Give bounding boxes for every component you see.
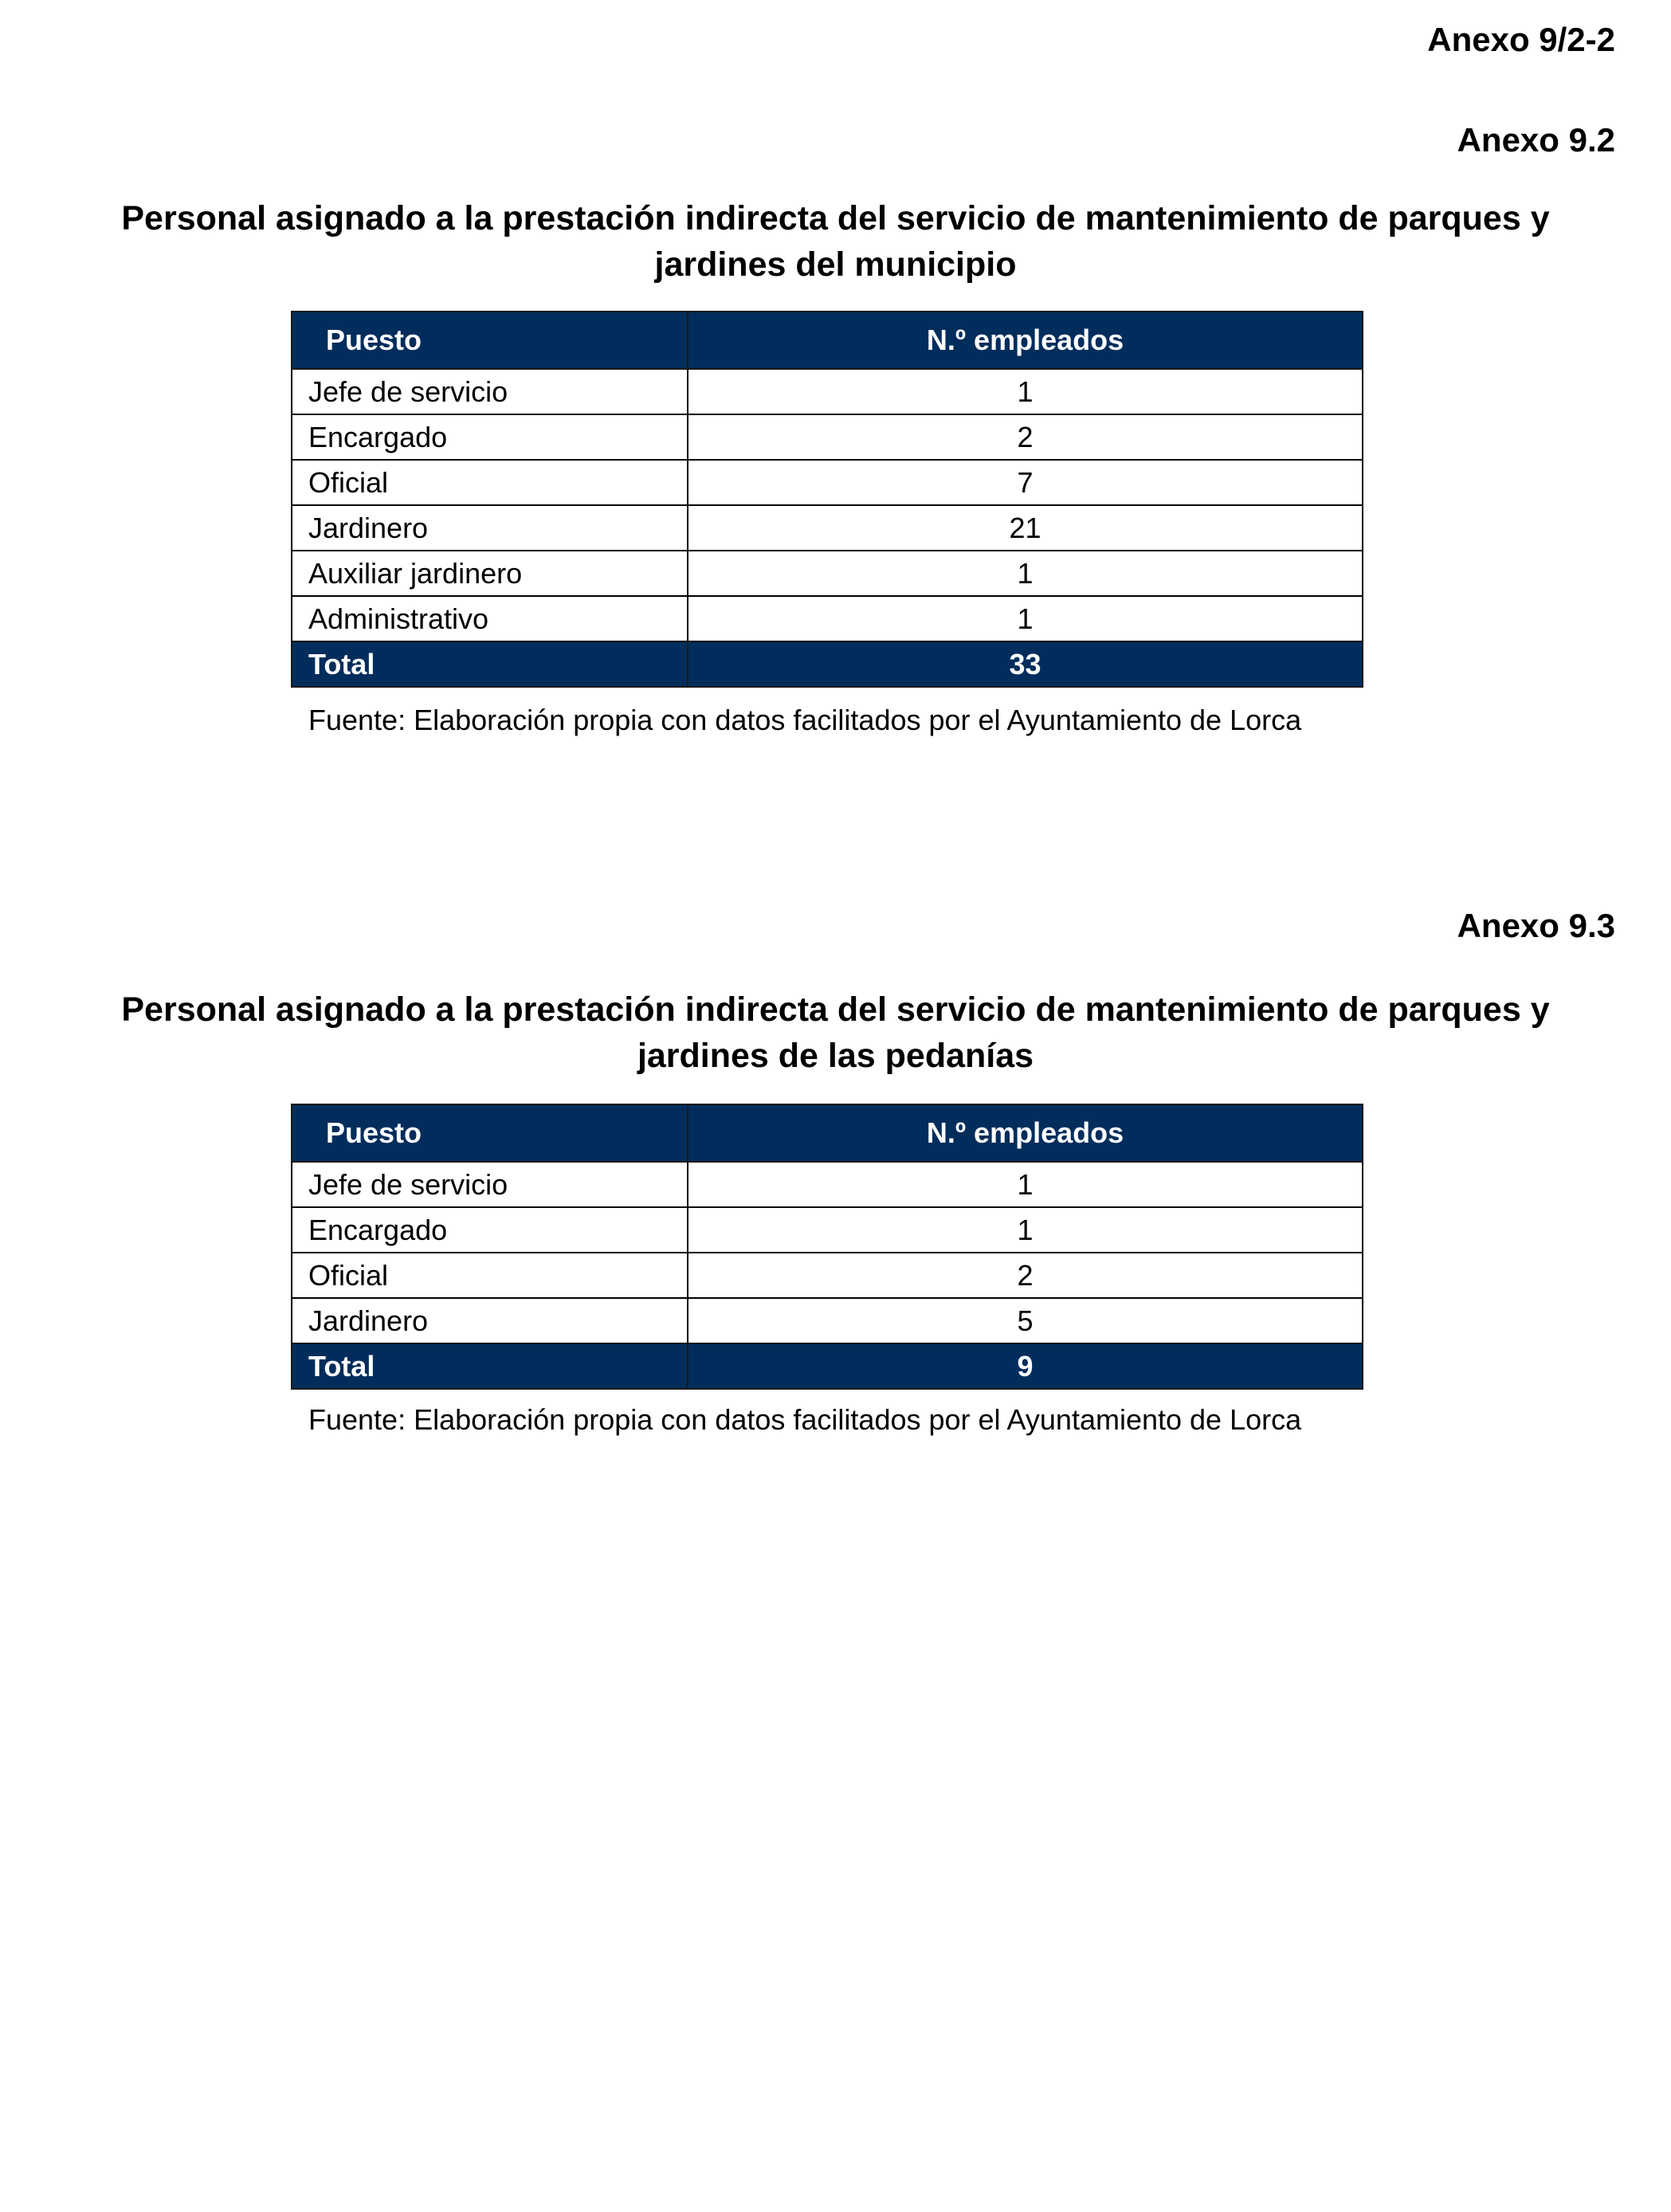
table-row	[292, 460, 1363, 505]
cell-count: 5	[688, 1298, 1363, 1343]
col-header-empleados: N.º empleados	[688, 1104, 1363, 1162]
cell-count: 21	[688, 505, 1363, 551]
cell-puesto: Oficial	[292, 460, 688, 505]
cell-puesto: Jardinero	[292, 505, 688, 551]
table-row	[292, 596, 1363, 641]
cell-puesto: Administrativo	[292, 596, 688, 641]
total-label: Total	[292, 641, 688, 687]
table-row	[292, 551, 1363, 596]
total-value: 33	[688, 641, 1363, 687]
cell-count: 1	[688, 1162, 1363, 1207]
col-header-empleados: N.º empleados	[688, 312, 1363, 369]
table-row	[292, 1298, 1363, 1343]
section-title-line1: Personal asignado a la prestación indirecta del servicio de mantenimiento de parques y	[121, 990, 1550, 1029]
section-title-9-2	[64, 195, 1607, 288]
cell-puesto: Jardinero	[292, 1298, 688, 1343]
table-header-row	[292, 1104, 1363, 1162]
table-total-row	[292, 1343, 1363, 1389]
table-row	[292, 1162, 1363, 1207]
table-row	[292, 414, 1363, 460]
annex-label-9-3: Anexo 9.3	[1457, 907, 1615, 944]
cell-count: 7	[688, 460, 1363, 505]
table-header-row	[292, 312, 1363, 369]
total-label: Total	[292, 1343, 688, 1389]
cell-puesto: Encargado	[292, 414, 688, 460]
cell-count: 1	[688, 596, 1363, 641]
col-header-puesto: Puesto	[292, 1104, 688, 1162]
section-title-line2: jardines de las pedanías	[637, 1037, 1034, 1075]
table-total-row	[292, 641, 1363, 687]
cell-puesto: Jefe de servicio	[292, 1162, 688, 1207]
section-title-line1: Personal asignado a la prestación indirecta del servicio de mantenimiento de parques y	[121, 199, 1550, 237]
cell-count: 1	[688, 1207, 1363, 1253]
source-note-9-3: Fuente: Elaboración propia con datos facilitados por el Ayuntamiento de Lorca	[308, 1403, 1302, 1436]
annex-reference: Anexo 9/2-2	[1427, 21, 1615, 58]
cell-puesto: Jefe de servicio	[292, 369, 688, 414]
cell-puesto: Auxiliar jardinero	[292, 551, 688, 596]
col-header-puesto: Puesto	[292, 312, 688, 369]
cell-puesto: Encargado	[292, 1207, 688, 1253]
cell-count: 1	[688, 369, 1363, 414]
cell-puesto: Oficial	[292, 1253, 688, 1298]
cell-count: 1	[688, 551, 1363, 596]
table-row	[292, 1207, 1363, 1253]
section-title-9-3	[64, 986, 1607, 1079]
staff-table-municipio	[291, 311, 1363, 688]
section-title-line2: jardines del municipio	[654, 245, 1017, 284]
table-row	[292, 505, 1363, 551]
cell-count: 2	[688, 414, 1363, 460]
table-row	[292, 369, 1363, 414]
annex-label-9-2: Anexo 9.2	[1457, 121, 1615, 159]
cell-count: 2	[688, 1253, 1363, 1298]
source-note-9-2: Fuente: Elaboración propia con datos facilitados por el Ayuntamiento de Lorca	[308, 704, 1302, 736]
staff-table-pedanias	[291, 1104, 1363, 1390]
total-value: 9	[688, 1343, 1363, 1389]
table-row	[292, 1253, 1363, 1298]
